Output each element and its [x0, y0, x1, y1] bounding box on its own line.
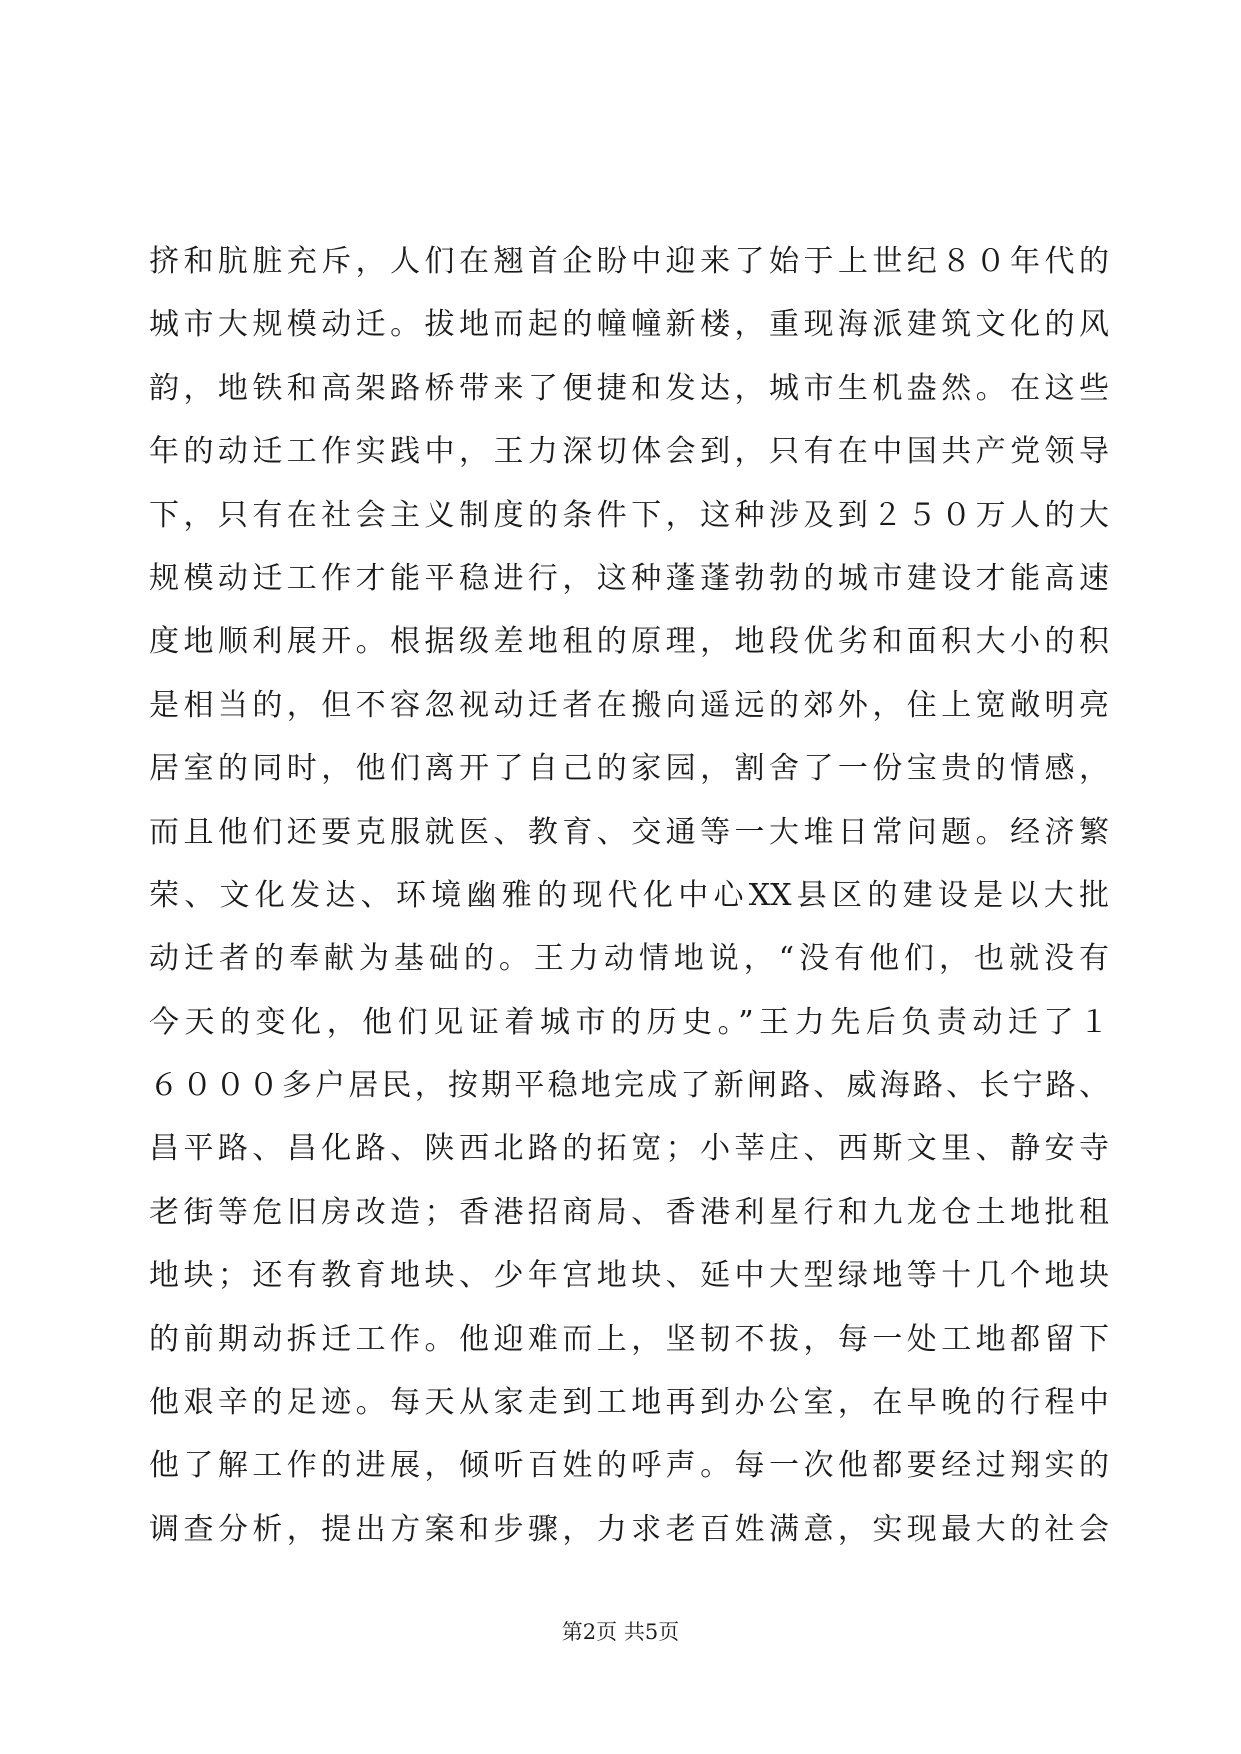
text-line: 动迁者的奉献为基础的。王力动情地说，“没有他们，也就没有: [149, 941, 1109, 977]
text-line: ６０００多户居民，按期平稳地完成了新闸路、威海路、长宁路、: [149, 1068, 1109, 1104]
text-line: 老街等危旧房改造；香港招商局、香港利星行和九龙仓土地批租: [149, 1194, 1109, 1230]
text-line: 规模动迁工作才能平稳进行，这种蓬蓬勃勃的城市建设才能高速: [149, 560, 1109, 596]
text-line: 度地顺利展开。根据级差地租的原理，地段优劣和面积大小的积: [149, 624, 1109, 660]
text-line: 地块；还有教育地块、少年宫地块、延中大型绿地等十几个地块: [149, 1258, 1109, 1294]
text-line: 的前期动拆迁工作。他迎难而上，坚韧不拔，每一处工地都留下: [149, 1321, 1109, 1357]
text-line: 是相当的，但不容忽视动迁者在搬向遥远的郊外，住上宽敞明亮: [149, 687, 1109, 723]
text-line: 今天的变化，他们见证着城市的历史。”王力先后负责动迁了１: [149, 1004, 1109, 1040]
text-line: 他了解工作的进展，倾听百姓的呼声。每一次他都要经过翔实的: [149, 1448, 1109, 1484]
text-line: 挤和肮脏充斥，人们在翘首企盼中迎来了始于上世纪８０年代的: [149, 244, 1109, 279]
text-line: 调查分析，提出方案和步骤，力求老百姓满意，实现最大的社会: [149, 1511, 1109, 1547]
text-line: 年的动迁工作实践中，王力深切体会到，只有在中国共产党领导: [149, 434, 1109, 470]
text-line: 下，只有在社会主义制度的条件下，这种涉及到２５０万人的大: [149, 497, 1109, 533]
page-footer: 第2页 共5页: [561, 1620, 680, 1644]
body-paragraph: [149, 230, 1109, 1561]
text-line: 居室的同时，他们离开了自己的家园，割舍了一份宝贵的情感，: [149, 751, 1109, 787]
text-line: 荣、文化发达、环境幽雅的现代化中心XX县区的建设是以大批: [149, 877, 1109, 913]
text-line: 昌平路、昌化路、陕西北路的拓宽；小莘庄、西斯文里、静安寺: [149, 1131, 1109, 1167]
text-line: 城市大规模动迁。拔地而起的幢幢新楼，重现海派建筑文化的风: [149, 307, 1109, 343]
text-line: 韵，地铁和高架路桥带来了便捷和发达，城市生机盎然。在这些: [149, 370, 1109, 406]
text-line: 而且他们还要克服就医、教育、交通等一大堆日常问题。经济繁: [149, 814, 1109, 850]
text-line: 他艰辛的足迹。每天从家走到工地再到办公室，在早晚的行程中: [149, 1385, 1109, 1421]
